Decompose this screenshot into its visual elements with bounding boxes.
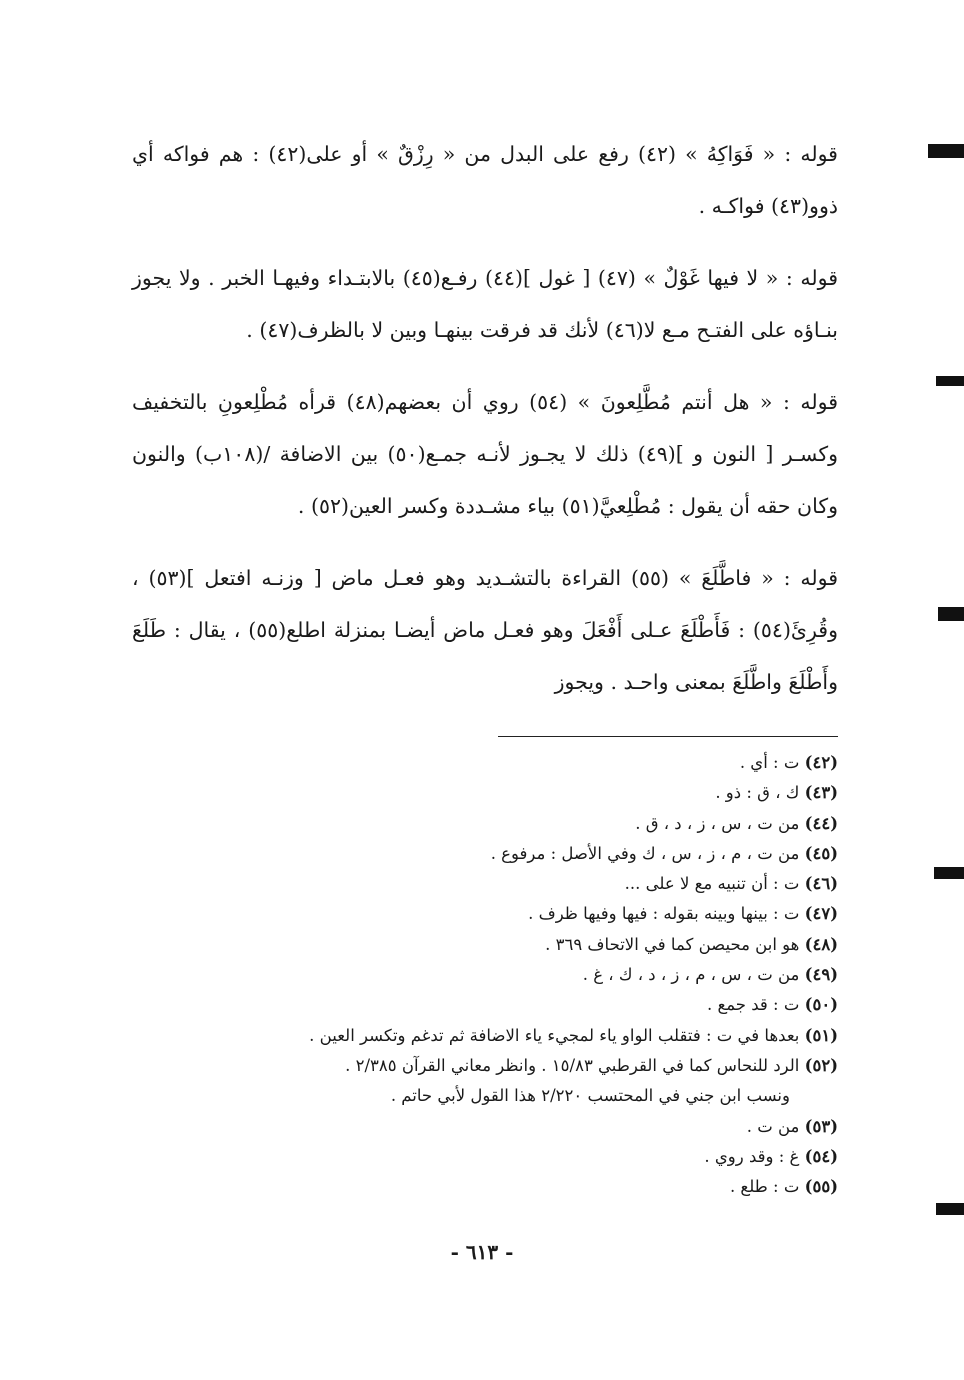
footnote-number: (٥١) xyxy=(804,1025,838,1045)
footnote-text: ت : أي . xyxy=(739,753,800,772)
footnote-number: (٥٥) xyxy=(804,1177,838,1197)
footnote-number: (٤٦) xyxy=(804,874,838,894)
edge-mark xyxy=(928,144,964,158)
footnote-number: (٤٤) xyxy=(804,813,838,833)
footnote-number: (٤٧) xyxy=(804,904,838,924)
footnote xyxy=(132,899,838,929)
footnote xyxy=(132,1112,838,1142)
footnote-number: (٤٥) xyxy=(804,843,838,863)
footnotes xyxy=(132,748,838,1202)
footnote xyxy=(132,1021,838,1051)
footnote-continuation: ونسب ابن جني في المحتسب ٢/٢٢٠ هذا القول لأبي حاتم . xyxy=(390,1086,790,1106)
footnote-text: هو ابن محيصن كما في الاتحاف ٣٦٩ . xyxy=(545,934,800,954)
main-text xyxy=(132,128,838,708)
footnote-text: بعدها في ت : فتقلب الواو ياء لمجيء ياء الاضافة ثم تدغم وتكسر العين . xyxy=(309,1025,800,1045)
footnote xyxy=(132,990,838,1020)
footnote-divider xyxy=(498,736,838,737)
edge-mark xyxy=(936,376,964,386)
footnote-text: الرد للنحاس كما في القرطبي ١٥/٨٣ . وانظر معاني القرآن ٢/٣٨٥ . xyxy=(345,1055,800,1075)
footnote-number: (٥٠) xyxy=(804,995,838,1015)
footnote xyxy=(132,930,838,960)
footnote xyxy=(132,1172,838,1202)
footnote-text: ك ، ق : ذو . xyxy=(715,783,800,803)
paragraph: قوله : « فاطَّلَعَ » (٥٥) القراءة بالتشـديد وهو فعـل ماض [ وزنـه افتعل ](٥٣) ، وقُرِئَ(٥٤) : فَأَطْلَعَ عـلى أَفْعَلَ وهو فعـل ماض أيضـا بمنزلة اطلع(٥٥) ، يقال : طَلَعَ وأَطْلَعَ واطَّلَعَ بمعنى واحـد . ويجوز xyxy=(132,566,838,694)
footnote xyxy=(132,778,838,808)
paragraph: قوله : « هل أنتم مُطَّلِعونَ » (٥٤) روي أن بعضهم(٤٨) قرأه مُطْلِعونِ بالتخفيف وكسـر [ النون و ](٤٩) ذلك لا يجـوز لأنـه جمـع(٥٠) بين الاضافة /(١٠٨ب) والنون وكان حقه أن يقول : مُطْلِعيَّ(٥١) بياء مشـددة وكسر العين(٥٢) . xyxy=(132,390,838,518)
page-number: - ٦١٣ - xyxy=(450,1240,514,1264)
footnote xyxy=(132,960,838,990)
footnote-text: من ت ، م ، ز ، س ، ك وفي الأصل : مرفوع . xyxy=(490,843,800,863)
footnote xyxy=(132,809,838,839)
footnote-text: من ت ، س ، ز ، د ، ق . xyxy=(635,813,800,833)
paragraph: قوله : « فَوَاكِهُ » (٤٢) رفع على البدل من « رِزْقٌ » أو على(٤٢) : هم فواكه أي ذوو(٤٣) فواكـه . xyxy=(132,142,838,218)
footnote-text: من ت . xyxy=(746,1116,800,1136)
edge-mark xyxy=(938,607,964,621)
footnote-number: (٥٢) xyxy=(804,1055,838,1075)
footnote xyxy=(132,748,838,778)
footnote-text: من ت ، س ، م ، ز ، د ، ك ، غ . xyxy=(582,965,800,985)
edge-mark xyxy=(934,867,964,879)
edge-mark xyxy=(936,1203,964,1215)
footnote-number: (٤٩) xyxy=(804,965,838,985)
footnote xyxy=(132,869,838,899)
footnote-text: ت : قد جمع . xyxy=(707,995,800,1015)
footnote-number: (٤٢) xyxy=(804,753,838,772)
footnote xyxy=(132,1142,838,1172)
footnote-text: غ : وقد روي . xyxy=(704,1146,800,1166)
footnote-number: (٥٤) xyxy=(804,1146,838,1166)
footnote-number: (٤٨) xyxy=(804,934,838,954)
footnote-number: (٥٣) xyxy=(804,1116,838,1136)
paragraph: قوله : « لا فيها غَوْلٌ » (٤٧) [ غول ](٤٤) رفـع(٤٥) بالابتـداء وفيهـا الخبر . ولا يجوز بنـاؤه على الفتـح مـع لا(٤٦) لأنك قد فرقت بينهـا وبين لا بالظرف(٤٧) . xyxy=(132,266,838,342)
footnote-text: ت : أن تنبيه مع لا على ... xyxy=(624,874,800,894)
footnote xyxy=(132,1051,838,1081)
footnote-text: ت : بينها وبينه بقوله : فيها وفيها ظرف . xyxy=(528,904,800,924)
footnote xyxy=(132,839,838,869)
footnote-number: (٤٣) xyxy=(804,783,838,803)
footnote-text: ت : طلع . xyxy=(729,1177,800,1197)
